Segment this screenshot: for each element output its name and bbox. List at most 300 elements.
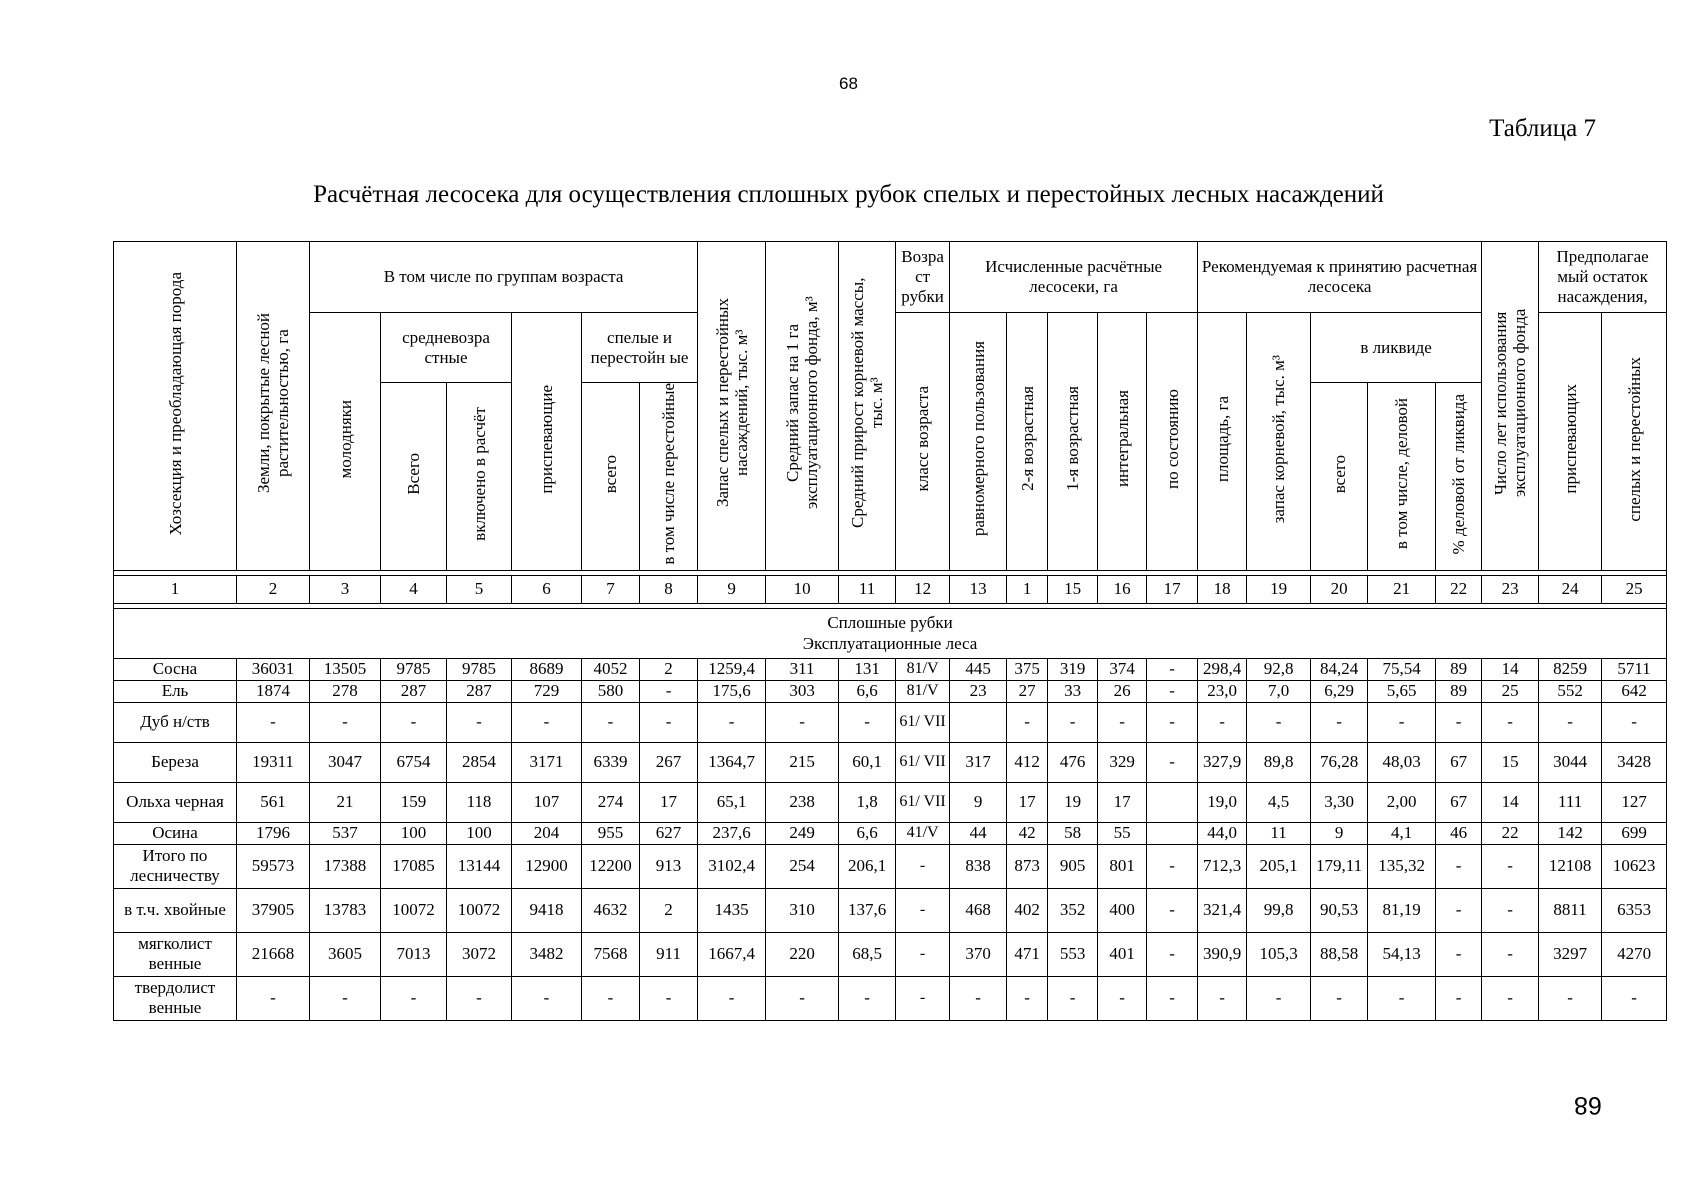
table-cell: -: [896, 976, 950, 1020]
table-cell: 580: [582, 680, 640, 702]
table-cell: 552: [1539, 680, 1602, 702]
table-cell: 7568: [582, 932, 640, 976]
table-cell: 699: [1602, 822, 1667, 844]
table-cell: 10072: [447, 888, 512, 932]
table-cell: 1667,4: [698, 932, 766, 976]
table-cell: 90,53: [1311, 888, 1368, 932]
table-cell: 27: [1007, 680, 1048, 702]
table-cell: -: [310, 976, 381, 1020]
table-row: [114, 782, 1667, 822]
table-body: [114, 658, 1667, 1020]
table-cell: 19311: [237, 742, 310, 782]
column-number-cell: 2: [237, 575, 310, 603]
table-row: [114, 822, 1667, 844]
row-label: твердолист венные: [114, 976, 237, 1020]
header-col-21: в том числе, деловой: [1368, 383, 1436, 571]
table-cell: 254: [766, 844, 839, 888]
column-number-cell: 6: [512, 575, 582, 603]
table-cell: -: [1247, 702, 1311, 742]
table-cell: 375: [1007, 658, 1048, 680]
table-cell: -: [640, 702, 698, 742]
table-cell: 99,8: [1247, 888, 1311, 932]
table-row: [114, 976, 1667, 1020]
column-number-cell: 5: [447, 575, 512, 603]
table-cell: 267: [640, 742, 698, 782]
column-number-cell: 13: [950, 575, 1007, 603]
header-col-8: в том числе перестойные: [640, 383, 698, 571]
table-cell: 137,6: [839, 888, 896, 932]
table-row: [114, 888, 1667, 932]
table-cell: 9: [950, 782, 1007, 822]
table-cell: -: [1147, 742, 1198, 782]
column-number-cell: 21: [1368, 575, 1436, 603]
row-label: Итого по лесничеству: [114, 844, 237, 888]
table-cell: 21668: [237, 932, 310, 976]
table-cell: [1147, 822, 1198, 844]
table-cell: -: [512, 702, 582, 742]
table-cell: 13783: [310, 888, 381, 932]
table-cell: 445: [950, 658, 1007, 680]
side-page-number: 68: [1574, 1091, 1602, 1119]
header-col-2: Земли, покрытые лесной растительностью, га: [237, 242, 310, 571]
table-cell: 89: [1436, 680, 1482, 702]
column-number-cell: 1: [1007, 575, 1048, 603]
table-row: [114, 702, 1667, 742]
table-cell: 42: [1007, 822, 1048, 844]
table-cell: 215: [766, 742, 839, 782]
table-cell: 1,8: [839, 782, 896, 822]
table-cell: -: [1311, 702, 1368, 742]
table-cell: -: [1436, 976, 1482, 1020]
table-cell: 84,24: [1311, 658, 1368, 680]
table-cell: 1874: [237, 680, 310, 702]
table-cell: 303: [766, 680, 839, 702]
table-cell: 8689: [512, 658, 582, 680]
table-cell: 19,0: [1198, 782, 1247, 822]
column-number-cell: 19: [1247, 575, 1311, 603]
table-cell: 61/ VII: [896, 702, 950, 742]
header-calc-fellings: Исчисленные расчётные лесосеки, га: [950, 242, 1198, 313]
table-cell: 1364,7: [698, 742, 766, 782]
header-col-1: Хозсекция и преобладающая порода: [114, 242, 237, 571]
table-cell: 22: [1482, 822, 1539, 844]
column-number-cell: 9: [698, 575, 766, 603]
table-row: [114, 658, 1667, 680]
table-cell: 3102,4: [698, 844, 766, 888]
table-cell: 6,6: [839, 822, 896, 844]
header-col-11: Средний прирост корневой массы, тыс. м³: [839, 242, 896, 571]
section-heading: [114, 608, 1667, 658]
table-cell: -: [1436, 888, 1482, 932]
row-label: Дуб н/ств: [114, 702, 237, 742]
header-col-15: 1-я возрастная: [1048, 313, 1098, 571]
table-cell: -: [1147, 888, 1198, 932]
table-cell: 142: [1539, 822, 1602, 844]
table-cell: 2,00: [1368, 782, 1436, 822]
table-cell: 3482: [512, 932, 582, 976]
table-cell: 23,0: [1198, 680, 1247, 702]
table-cell: 17085: [381, 844, 447, 888]
table-cell: 905: [1048, 844, 1098, 888]
table-cell: 911: [640, 932, 698, 976]
table-cell: 9785: [447, 658, 512, 680]
header-col-7: всего: [582, 383, 640, 571]
section-title: Сплошные рубки: [827, 613, 953, 633]
table-cell: 17388: [310, 844, 381, 888]
table-cell: 7,0: [1247, 680, 1311, 702]
header-col-17: по состоянию: [1147, 313, 1198, 571]
table-cell: 61/ VII: [896, 782, 950, 822]
row-label: Береза: [114, 742, 237, 782]
table-row: [114, 680, 1667, 702]
column-number-cell: 16: [1098, 575, 1147, 603]
subsection-title: Эксплуатационные леса: [802, 634, 978, 654]
table-cell: 5,65: [1368, 680, 1436, 702]
table-cell: 14: [1482, 782, 1539, 822]
table-cell: -: [1048, 976, 1098, 1020]
table-cell: 44,0: [1198, 822, 1247, 844]
table-cell: 10072: [381, 888, 447, 932]
table-cell: 81,19: [1368, 888, 1436, 932]
table-cell: 220: [766, 932, 839, 976]
table-cell: 81/V: [896, 680, 950, 702]
table-cell: -: [381, 702, 447, 742]
table-cell: -: [1539, 702, 1602, 742]
column-number-cell: 11: [839, 575, 896, 603]
table-cell: 1435: [698, 888, 766, 932]
table-cell: 352: [1048, 888, 1098, 932]
table-cell: 48,03: [1368, 742, 1436, 782]
table-cell: [1147, 782, 1198, 822]
table-cell: 68,5: [839, 932, 896, 976]
table-cell: 238: [766, 782, 839, 822]
header-col-23: Число лет использования эксплуатационного фонда: [1482, 242, 1539, 571]
table-cell: -: [640, 680, 698, 702]
table-cell: -: [1147, 680, 1198, 702]
table-cell: 329: [1098, 742, 1147, 782]
table-cell: 6754: [381, 742, 447, 782]
table-cell: 2: [640, 888, 698, 932]
table-cell: -: [381, 976, 447, 1020]
table-cell: 468: [950, 888, 1007, 932]
table-cell: -: [1482, 702, 1539, 742]
table-cell: 75,54: [1368, 658, 1436, 680]
table-cell: 17: [1098, 782, 1147, 822]
table-row: [114, 932, 1667, 976]
table-cell: 12108: [1539, 844, 1602, 888]
table-cell: -: [1147, 976, 1198, 1020]
table-cell: 131: [839, 658, 896, 680]
header-felling-age: Возра ст рубки: [896, 242, 950, 313]
column-number-cell: 18: [1198, 575, 1247, 603]
table-cell: 4270: [1602, 932, 1667, 976]
table-cell: 65,1: [698, 782, 766, 822]
table-cell: 17: [1007, 782, 1048, 822]
table-cell: -: [1147, 932, 1198, 976]
table-cell: 627: [640, 822, 698, 844]
table-cell: -: [698, 702, 766, 742]
header-col-18: площадь, га: [1198, 313, 1247, 571]
table-cell: 3605: [310, 932, 381, 976]
table-cell: -: [766, 702, 839, 742]
table-cell: 19: [1048, 782, 1098, 822]
table-cell: 36031: [237, 658, 310, 680]
table-cell: -: [640, 976, 698, 1020]
table-cell: 274: [582, 782, 640, 822]
table-cell: 89,8: [1247, 742, 1311, 782]
row-label: Ольха черная: [114, 782, 237, 822]
header-col-25: спелых и перестойных: [1602, 313, 1667, 571]
table-cell: 310: [766, 888, 839, 932]
table-cell: 17: [640, 782, 698, 822]
row-label: Осина: [114, 822, 237, 844]
table-label: Таблица 7: [1489, 115, 1596, 142]
table-cell: -: [310, 702, 381, 742]
table-cell: 9: [1311, 822, 1368, 844]
row-label: Ель: [114, 680, 237, 702]
table-cell: 111: [1539, 782, 1602, 822]
column-number-cell: 8: [640, 575, 698, 603]
table-cell: 100: [447, 822, 512, 844]
column-number-cell: 22: [1436, 575, 1482, 603]
column-number-cell: 20: [1311, 575, 1368, 603]
table-cell: 10623: [1602, 844, 1667, 888]
table-cell: 1796: [237, 822, 310, 844]
table-cell: 26: [1098, 680, 1147, 702]
header-col-5: включено в расчёт: [447, 383, 512, 571]
table-cell: 12200: [582, 844, 640, 888]
column-number-cell: 24: [1539, 575, 1602, 603]
table-cell: 8811: [1539, 888, 1602, 932]
table-cell: -: [1368, 976, 1436, 1020]
table-cell: -: [1198, 976, 1247, 1020]
table-cell: 6353: [1602, 888, 1667, 932]
table-cell: 55: [1098, 822, 1147, 844]
table-cell: 127: [1602, 782, 1667, 822]
table-title: Расчётная лесосека для осуществления сплошных рубок спелых и перестойных лесных насаждений: [313, 181, 1384, 208]
table-cell: 92,8: [1247, 658, 1311, 680]
table-cell: 4052: [582, 658, 640, 680]
table-cell: 41/V: [896, 822, 950, 844]
table-cell: 60,1: [839, 742, 896, 782]
table-cell: 6,6: [839, 680, 896, 702]
column-number-cell: 17: [1147, 575, 1198, 603]
table-cell: -: [1198, 702, 1247, 742]
table-cell: 311: [766, 658, 839, 680]
table-cell: 12900: [512, 844, 582, 888]
table-cell: 321,4: [1198, 888, 1247, 932]
table-cell: 2: [640, 658, 698, 680]
header-col-13: равномерного пользования: [950, 313, 1007, 571]
column-number-cell: 12: [896, 575, 950, 603]
table-cell: 46: [1436, 822, 1482, 844]
table-cell: -: [839, 976, 896, 1020]
table-cell: -: [1436, 844, 1482, 888]
table-cell: 287: [381, 680, 447, 702]
table-cell: 561: [237, 782, 310, 822]
table-cell: -: [1007, 976, 1048, 1020]
table-cell: 100: [381, 822, 447, 844]
table-cell: 4632: [582, 888, 640, 932]
table-cell: 33: [1048, 680, 1098, 702]
table-cell: -: [1147, 844, 1198, 888]
row-label: мягколист венные: [114, 932, 237, 976]
table-cell: -: [237, 976, 310, 1020]
table-cell: 67: [1436, 742, 1482, 782]
table-cell: 4,5: [1247, 782, 1311, 822]
table-cell: -: [1147, 702, 1198, 742]
table-cell: 374: [1098, 658, 1147, 680]
table-cell: -: [698, 976, 766, 1020]
table-cell: -: [896, 844, 950, 888]
table-cell: 205,1: [1247, 844, 1311, 888]
table-cell: 3044: [1539, 742, 1602, 782]
table-cell: 801: [1098, 844, 1147, 888]
header-col-16: интегральная: [1098, 313, 1147, 571]
table-cell: 471: [1007, 932, 1048, 976]
table-cell: 81/V: [896, 658, 950, 680]
page-number: 68: [839, 74, 858, 93]
table-cell: 553: [1048, 932, 1098, 976]
header-col-22: % деловой от ликвида: [1436, 383, 1482, 571]
header-col-24: приспевающих: [1539, 313, 1602, 571]
table-row: [114, 844, 1667, 888]
table-cell: 61/ VII: [896, 742, 950, 782]
table-cell: -: [1311, 976, 1368, 1020]
table-cell: 67: [1436, 782, 1482, 822]
table-cell: 3171: [512, 742, 582, 782]
table-cell: 729: [512, 680, 582, 702]
column-number-cell: 10: [766, 575, 839, 603]
table-cell: 642: [1602, 680, 1667, 702]
table-cell: 390,9: [1198, 932, 1247, 976]
table-cell: 13505: [310, 658, 381, 680]
row-label: Сосна: [114, 658, 237, 680]
table-cell: 4,1: [1368, 822, 1436, 844]
table-cell: -: [1368, 702, 1436, 742]
column-number-cell: 4: [381, 575, 447, 603]
table-cell: 11: [1247, 822, 1311, 844]
table-cell: -: [512, 976, 582, 1020]
header-col-20: всего: [1311, 383, 1368, 571]
column-number-cell: 15: [1048, 575, 1098, 603]
table-cell: -: [447, 976, 512, 1020]
table-cell: -: [237, 702, 310, 742]
table-cell: 175,6: [698, 680, 766, 702]
table-cell: 21: [310, 782, 381, 822]
table-cell: -: [1539, 976, 1602, 1020]
table-cell: 14: [1482, 658, 1539, 680]
header-liquid: в ликвиде: [1311, 313, 1482, 383]
table-cell: 8259: [1539, 658, 1602, 680]
table-cell: 317: [950, 742, 1007, 782]
table-cell: -: [1602, 702, 1667, 742]
header-age-groups: В том числе по группам возраста: [310, 242, 698, 313]
table-cell: 370: [950, 932, 1007, 976]
table-cell: 9785: [381, 658, 447, 680]
table-cell: 712,3: [1198, 844, 1247, 888]
table-cell: 107: [512, 782, 582, 822]
header-col-19: запас корневой, тыс. м³: [1247, 313, 1311, 571]
table-cell: -: [1098, 976, 1147, 1020]
table-cell: 402: [1007, 888, 1048, 932]
table-cell: 2854: [447, 742, 512, 782]
header-middle-age: средневозра стные: [381, 313, 512, 383]
table-cell: -: [1436, 702, 1482, 742]
table-cell: 1259,4: [698, 658, 766, 680]
header-col-12: класс возраста: [896, 313, 950, 571]
table-cell: 6339: [582, 742, 640, 782]
table-cell: [950, 702, 1007, 742]
table-cell: -: [896, 932, 950, 976]
table-cell: 7013: [381, 932, 447, 976]
column-number-cell: 25: [1602, 575, 1667, 603]
table-cell: 873: [1007, 844, 1048, 888]
table-cell: -: [1602, 976, 1667, 1020]
table-cell: 118: [447, 782, 512, 822]
table-cell: 25: [1482, 680, 1539, 702]
table-cell: 278: [310, 680, 381, 702]
table-cell: -: [1147, 658, 1198, 680]
header-col-6: приспевающие: [512, 313, 582, 571]
table-cell: 15: [1482, 742, 1539, 782]
table-cell: 237,6: [698, 822, 766, 844]
table-cell: 9418: [512, 888, 582, 932]
table-cell: 179,11: [1311, 844, 1368, 888]
table-cell: 327,9: [1198, 742, 1247, 782]
table-cell: 135,32: [1368, 844, 1436, 888]
table-cell: 319: [1048, 658, 1098, 680]
table-cell: 298,4: [1198, 658, 1247, 680]
table-cell: 159: [381, 782, 447, 822]
table-cell: 6,29: [1311, 680, 1368, 702]
table-cell: -: [896, 888, 950, 932]
table-cell: 44: [950, 822, 1007, 844]
table-cell: 838: [950, 844, 1007, 888]
table-cell: -: [1482, 976, 1539, 1020]
table-cell: -: [1247, 976, 1311, 1020]
header-col-4: Всего: [381, 383, 447, 571]
table-cell: -: [582, 702, 640, 742]
header-col-3: молодняки: [310, 313, 381, 571]
column-number-cell: 23: [1482, 575, 1539, 603]
table-cell: 913: [640, 844, 698, 888]
header-recommended: Рекомендуемая к принятию расчетная лесосека: [1198, 242, 1482, 313]
header-remaining: Предполагае мый остаток насаждения,: [1539, 242, 1667, 313]
header-col-10: Средний запас на 1 га эксплуатационного фонда, м³: [766, 242, 839, 571]
table-cell: 955: [582, 822, 640, 844]
table-cell: 5711: [1602, 658, 1667, 680]
table-cell: 412: [1007, 742, 1048, 782]
table-cell: 3297: [1539, 932, 1602, 976]
table-cell: -: [1482, 888, 1539, 932]
table-cell: -: [1048, 702, 1098, 742]
table-cell: -: [1098, 702, 1147, 742]
table-cell: 3072: [447, 932, 512, 976]
table-cell: -: [766, 976, 839, 1020]
table-cell: 287: [447, 680, 512, 702]
table-cell: 37905: [237, 888, 310, 932]
table-cell: -: [1007, 702, 1048, 742]
table-cell: 401: [1098, 932, 1147, 976]
table-cell: 88,58: [1311, 932, 1368, 976]
table-cell: 249: [766, 822, 839, 844]
table-cell: 3047: [310, 742, 381, 782]
table-cell: -: [839, 702, 896, 742]
table-cell: 58: [1048, 822, 1098, 844]
column-number-row: [114, 575, 1667, 603]
column-number-cell: 1: [114, 575, 237, 603]
